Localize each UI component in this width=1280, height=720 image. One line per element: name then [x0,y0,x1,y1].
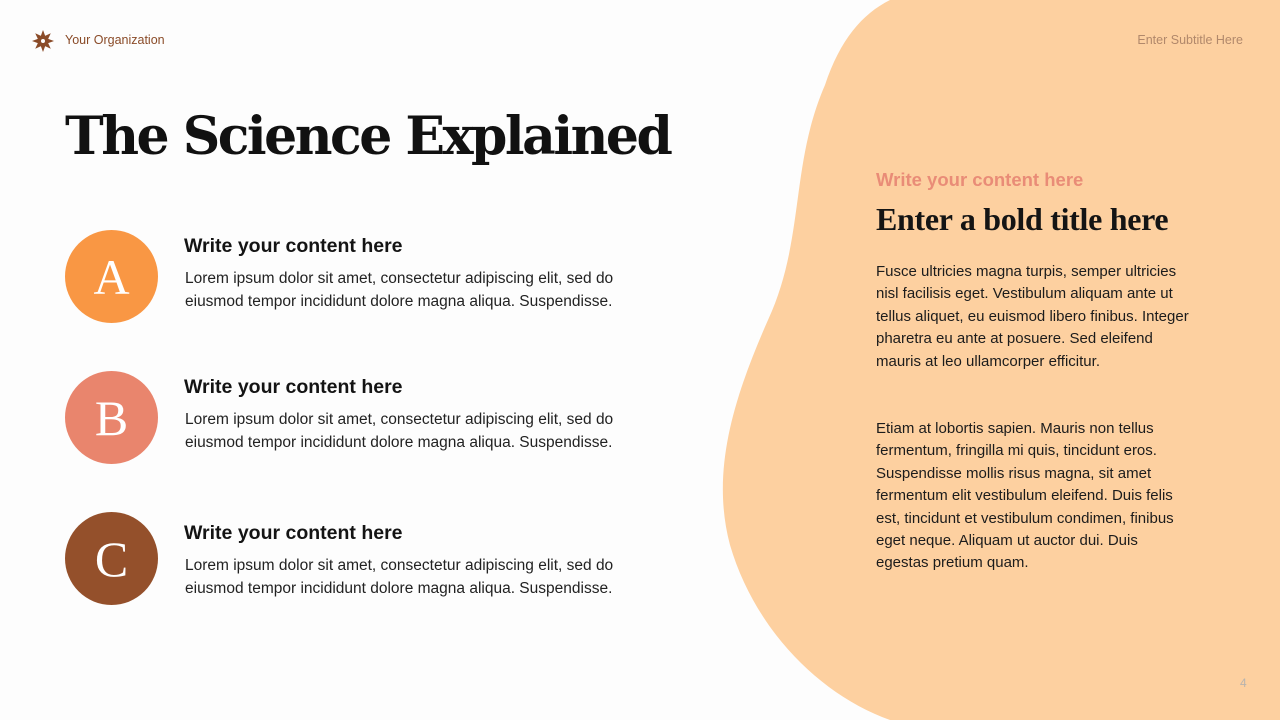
letter-badge: B [65,371,158,464]
page-number: 4 [1240,676,1247,690]
page-title: The Science Explained [65,106,671,167]
item-title: Write your content here [184,235,403,257]
item-title: Write your content here [184,522,403,544]
content-item-c [65,512,645,606]
sun-flower-icon [31,29,55,53]
item-body: Lorem ipsum dolor sit amet, consectetur adipiscing elit, sed do eiusmod tempor incididunt dolore magna aliqua. Suspendisse. [185,411,614,451]
slide-subtitle: Enter Subtitle Here [1137,33,1243,47]
letter-badge: A [65,230,158,323]
item-title: Write your content here [184,376,403,398]
item-body: Lorem ipsum dolor sit amet, consectetur adipiscing elit, sed do eiusmod tempor incididunt dolore magna aliqua. Suspendisse. [185,270,614,310]
side-title: Enter a bold title here [876,201,1169,237]
side-paragraph-2: Etiam at lobortis sapien. Mauris non tellus fermentum, fringilla mi quis, tincidunt eros. Suspendisse mollis risus magna, sit amet fermentum elit vestibulum eleifend. Duis felis est, tincidunt et vestibulum condimen, finibus eget neque. Aliquam ut auctor dui. Duis egestas pretium quam. [876,420,1174,572]
letter-badge: C [65,512,158,605]
side-eyebrow: Write your content here [876,169,1084,190]
side-paragraph-1: Fusce ultricies magna turpis, semper ultricies nisl facilisis eget. Vestibulum aliquam ante ut tellus aliquet, eu euismod libero finibus. Integer pharetra eu ante at posuere. Sed eleifend mauris at leo ullamcorper efficitur. [876,263,1189,370]
organization-name: Your Organization [65,33,165,47]
item-body: Lorem ipsum dolor sit amet, consectetur adipiscing elit, sed do eiusmod tempor incididunt dolore magna aliqua. Suspendisse. [185,557,614,597]
content-item-b [65,371,645,465]
content-item-a [65,230,645,324]
